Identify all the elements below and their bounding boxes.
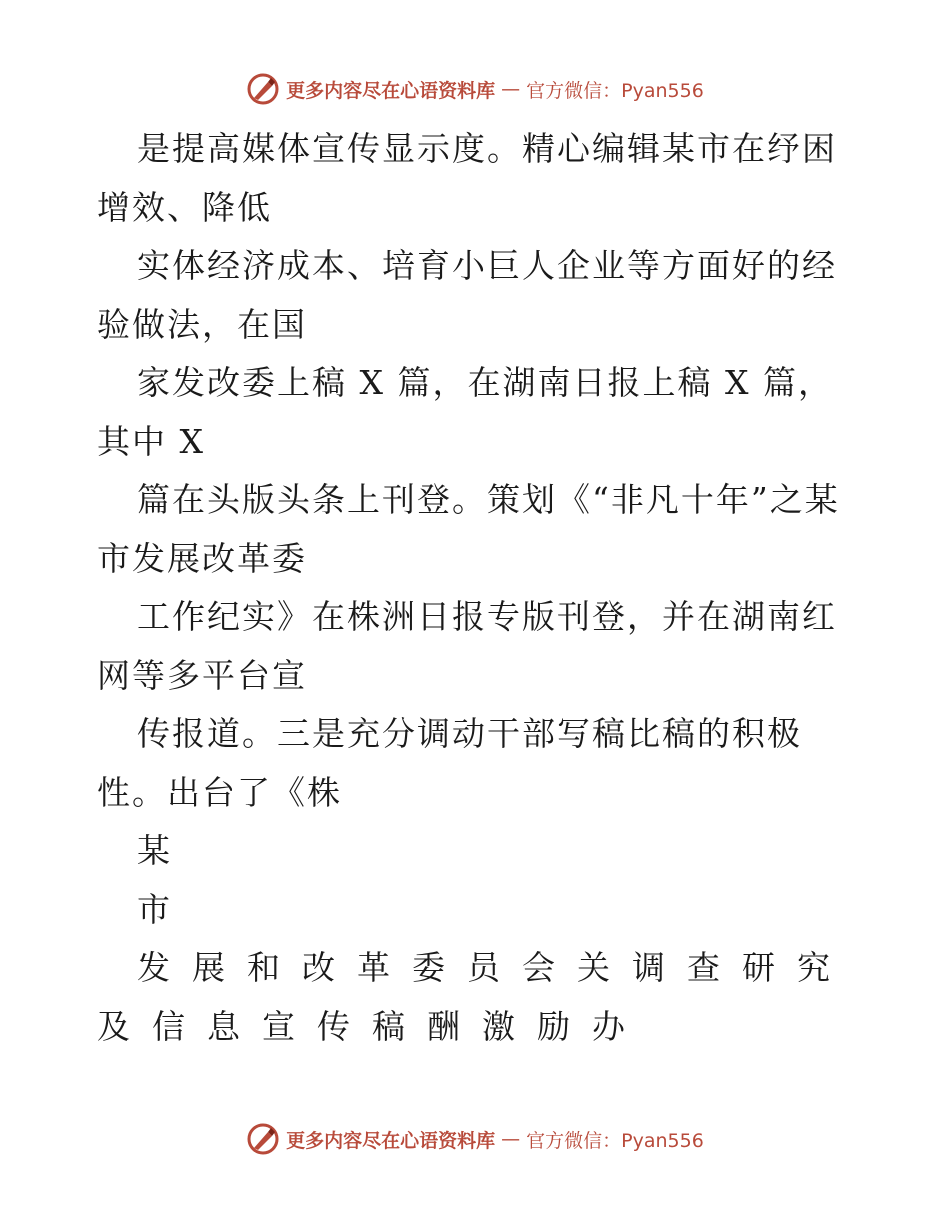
pen-logo-icon [246,72,280,106]
paragraph-line: 家发改委上稿 X 篇，在湖南日报上稿 X 篇，其中 X [97,363,833,461]
banner-main-text: 更多内容尽在心语资料库 [286,1129,496,1152]
paragraph-line: 某 [137,831,172,870]
paragraph-line: 实体经济成本、培育小巨人企业等方面好的经验做法，在国 [97,246,837,344]
document-body [97,120,857,1056]
banner-separator: — [501,78,521,100]
banner-wechat-text: 官方微信：Pyan556 [526,1129,704,1152]
paragraph-line: 市 [137,889,172,929]
banner-wechat-text: 官方微信：Pyan556 [526,79,704,102]
footer-watermark-banner [0,1122,950,1156]
banner-separator: — [501,1128,521,1150]
header-watermark-banner [0,72,950,106]
banner-main-text: 更多内容尽在心语资料库 [286,79,496,102]
pen-logo-icon [246,1122,280,1156]
paragraph-line: 发展和改革委员会关调查研究及信息宣传稿酬激励办 [97,948,852,1046]
paragraph-line: 是提高媒体宣传显示度。精心编辑某市在纾困增效、降低 [97,129,837,227]
paragraph-line: 传报道。三是充分调动干部写稿比稿的积极性。出台了《株 [97,714,802,812]
paragraph-line: 篇在头版头条上刊登。策划《“非凡十年”之某市发展改革委 [97,480,840,578]
paragraph-line: 工作纪实》在株洲日报专版刊登，并在湖南红网等多平台宣 [97,597,837,695]
